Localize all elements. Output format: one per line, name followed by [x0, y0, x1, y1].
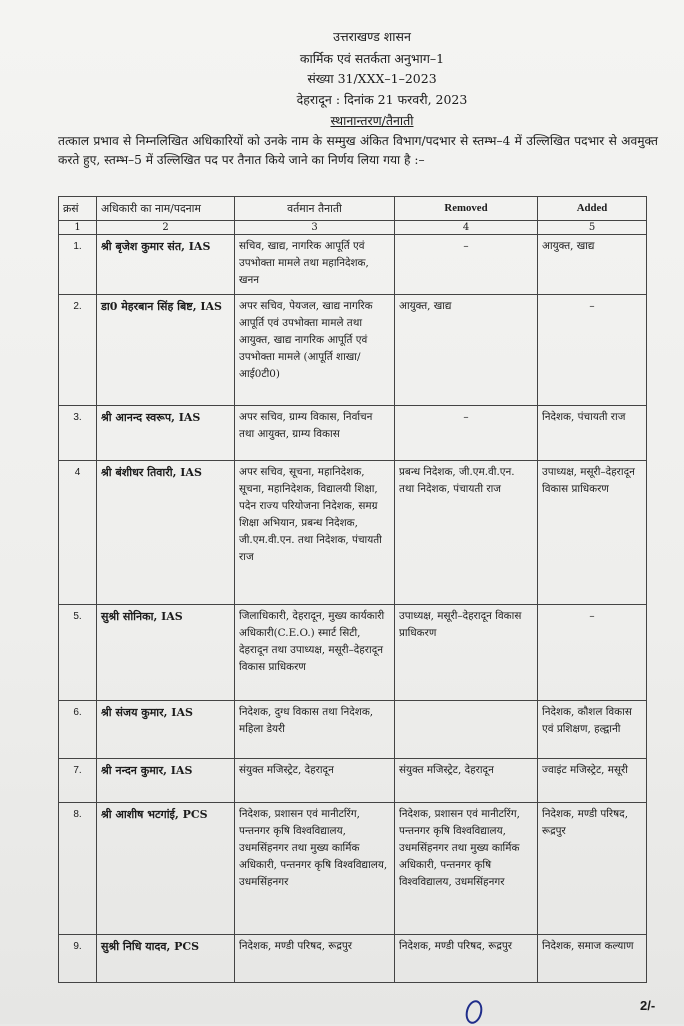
col-header-removed: Removed	[395, 197, 538, 221]
cell-serial: 1.	[59, 235, 97, 295]
intro-paragraph: तत्काल प्रभाव से निम्नलिखित अधिकारियों को उनके नाम के सम्मुख अंकित विभाग/पदभार से स्तम्भ–4 में उल्लिखित पदभार से अवमुक्त करते हुए, स्तम्भ–5 में उल्लिखित पद पर तैनात किये जाने का निर्णय लिया गया है :–	[58, 134, 658, 167]
cell-officer-name: श्री बंशीधर तिवारी, IAS	[97, 461, 235, 605]
cell-serial: 4	[59, 461, 97, 605]
cell-serial: 5.	[59, 605, 97, 701]
cell-current-posting: अपर सचिव, ग्राम्य विकास, निर्वाचन तथा आयुक्त, ग्राम्य विकास	[235, 406, 395, 461]
table-row	[59, 235, 647, 295]
order-number: संख्या 31/XXX–1–2023	[307, 71, 437, 86]
cell-serial: 9.	[59, 935, 97, 983]
cell-removed: प्रबन्ध निदेशक, जी.एम.वी.एन. तथा निदेशक, पंचायती राज	[395, 461, 538, 605]
department-title: कार्मिक एवं सतर्कता अनुभाग–1	[299, 51, 445, 66]
cell-officer-name: सुश्री सोनिका, IAS	[97, 605, 235, 701]
cell-officer-name: श्री आशीष भटगांई, PCS	[97, 803, 235, 935]
col-number: 2	[97, 221, 235, 235]
table-row	[59, 605, 647, 701]
cell-added: –	[538, 605, 647, 701]
table-row	[59, 461, 647, 605]
cell-current-posting: सचिव, खाद्य, नागरिक आपूर्ति एवं उपभोक्ता मामले तथा महानिदेशक, खनन	[235, 235, 395, 295]
cell-added: उपाध्यक्ष, मसूरी–देहरादून विकास प्राधिकरण	[538, 461, 647, 605]
cell-serial: 7.	[59, 759, 97, 803]
cell-added: आयुक्त, खाद्य	[538, 235, 647, 295]
gov-title: उत्तराखण्ड शासन	[333, 29, 411, 44]
cell-officer-name: श्री संजय कुमार, IAS	[97, 701, 235, 759]
cell-removed	[395, 701, 538, 759]
cell-added: –	[538, 295, 647, 406]
table-row	[59, 701, 647, 759]
col-header-name: अधिकारी का नाम/पदनाम	[97, 197, 235, 221]
cell-serial: 6.	[59, 701, 97, 759]
table-row	[59, 803, 647, 935]
col-header-current: वर्तमान तैनाती	[235, 197, 395, 221]
cell-serial: 8.	[59, 803, 97, 935]
cell-added: निदेशक, मण्डी परिषद, रूद्रपुर	[538, 803, 647, 935]
column-number-row	[59, 221, 647, 235]
cell-officer-name: सुश्री निधि यादव, PCS	[97, 935, 235, 983]
cell-removed: –	[395, 235, 538, 295]
transfer-table	[58, 196, 647, 983]
cell-added: निदेशक, समाज कल्याण	[538, 935, 647, 983]
col-number: 1	[59, 221, 97, 235]
order-date: देहरादून : दिनांक 21 फरवरी, 2023	[296, 92, 468, 107]
cell-removed: उपाध्यक्ष, मसूरी–देहरादून विकास प्राधिकरण	[395, 605, 538, 701]
cell-officer-name: श्री नन्दन कुमार, IAS	[97, 759, 235, 803]
cell-current-posting: निदेशक, दुग्ध विकास तथा निदेशक, महिला डेयरी	[235, 701, 395, 759]
table-row	[59, 935, 647, 983]
cell-added: निदेशक, पंचायती राज	[538, 406, 647, 461]
col-header-added: Added	[538, 197, 647, 221]
cell-current-posting: जिलाधिकारी, देहरादून, मुख्य कार्यकारी अधिकारी(C.E.O.) स्मार्ट सिटी, देहरादून तथा उपाध्यक्ष, मसूरी–देहरादून विकास प्राधिकरण	[235, 605, 395, 701]
cell-removed: निदेशक, मण्डी परिषद, रूद्रपुर	[395, 935, 538, 983]
cell-current-posting: अपर सचिव, पेयजल, खाद्य नागरिक आपूर्ति एवं उपभोक्ता मामले तथा आयुक्त, खाद्य नागरिक आपूर्ति एवं उपभोक्ता मामले (आपूर्ति शाखा/आई0टी0)	[235, 295, 395, 406]
table-row	[59, 406, 647, 461]
col-number: 3	[235, 221, 395, 235]
cell-current-posting: संयुक्त मजिस्ट्रेट, देहरादून	[235, 759, 395, 803]
col-number: 4	[395, 221, 538, 235]
page-continuation-marker: 2/-	[640, 998, 656, 1013]
cell-current-posting: निदेशक, प्रशासन एवं मानीटरिंग, पन्तनगर कृषि विश्वविद्यालय, उधमसिंहनगर तथा मुख्य कार्मिक अधिकारी, पन्तनगर कृषि विश्वविद्यालय, उधमसिंहनगर	[235, 803, 395, 935]
cell-current-posting: निदेशक, मण्डी परिषद, रूद्रपुर	[235, 935, 395, 983]
subject-heading: स्थानान्तरण/तैनाती	[330, 113, 414, 128]
cell-serial: 3.	[59, 406, 97, 461]
table-row	[59, 759, 647, 803]
cell-removed: संयुक्त मजिस्ट्रेट, देहरादून	[395, 759, 538, 803]
table-header-row	[59, 197, 647, 221]
col-header-sn: क्रसं	[59, 197, 97, 221]
col-number: 5	[538, 221, 647, 235]
cell-removed: आयुक्त, खाद्य	[395, 295, 538, 406]
cell-added: निदेशक, कौशल विकास एवं प्रशिक्षण, हल्द्वानी	[538, 701, 647, 759]
cell-removed: –	[395, 406, 538, 461]
table-row	[59, 295, 647, 406]
cell-current-posting: अपर सचिव, सूचना, महानिदेशक, सूचना, महानिदेशक, विद्यालयी शिक्षा, पदेन राज्य परियोजना निदेशक, समग्र शिक्षा अभियान, प्रबन्ध निदेशक, जी.एम.वी.एन. तथा निदेशक, पंचायती राज	[235, 461, 395, 605]
cell-officer-name: श्री बृजेश कुमार संत, IAS	[97, 235, 235, 295]
cell-removed: निदेशक, प्रशासन एवं मानीटरिंग, पन्तनगर कृषि विश्वविद्यालय, उधमसिंहनगर तथा मुख्य कार्मिक अधिकारी, पन्तनगर कृषि विश्वविद्यालय, उधमसिंहनगर	[395, 803, 538, 935]
cell-officer-name: डा0 मेहरबान सिंह बिष्ट, IAS	[97, 295, 235, 406]
cell-serial: 2.	[59, 295, 97, 406]
cell-added: ज्वाइंट मजिस्ट्रेट, मसूरी	[538, 759, 647, 803]
cell-officer-name: श्री आनन्द स्वरूप, IAS	[97, 406, 235, 461]
